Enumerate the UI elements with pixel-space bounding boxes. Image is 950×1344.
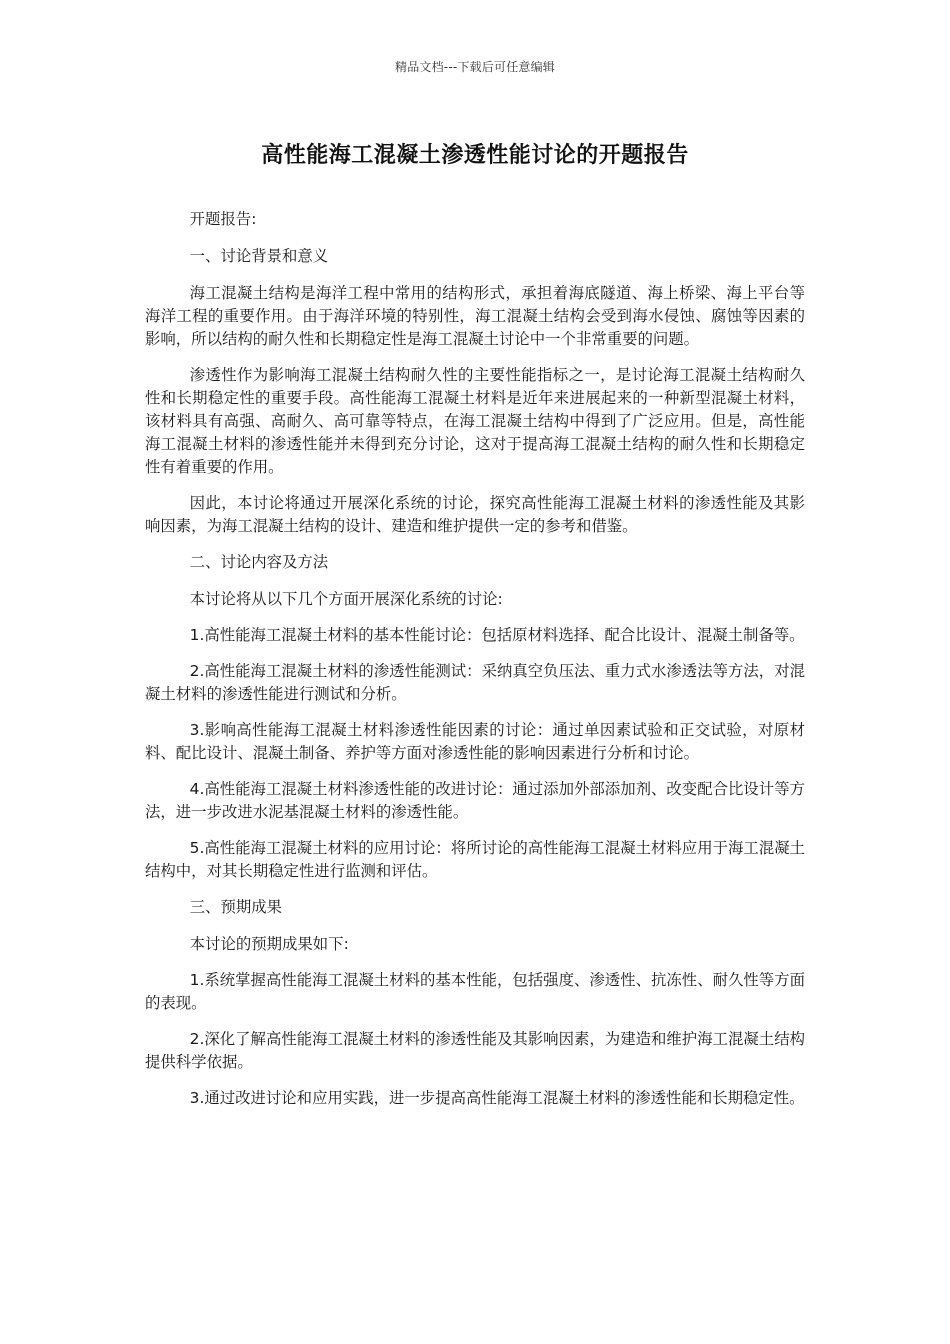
section-heading-outcomes: 三、预期成果 <box>189 898 283 916</box>
list-item-content-3: 3.影响高性能海工混凝土材料渗透性能因素的讨论：通过单因素试验和正交试验，对原材料、配比设计、混凝土制备、养护等方面对渗透性能的影响因素进行分析和讨论。 <box>145 721 805 762</box>
document-title: 高性能海工混凝土渗透性能讨论的开题报告 <box>261 143 689 168</box>
section-heading-background: 一、讨论背景和意义 <box>189 247 329 265</box>
list-item-content-1: 1.高性能海工混凝土材料的基本性能讨论：包括原材料选择、配合比设计、混凝土制备等。 <box>189 626 805 644</box>
paragraph-outcomes-intro: 本讨论的预期成果如下: <box>189 935 349 953</box>
paragraph-content-intro: 本讨论将从以下几个方面开展深化系统的讨论: <box>189 590 503 608</box>
paragraph-background-1: 海工混凝土结构是海洋工程中常用的结构形式，承担着海底隧道、海上桥梁、海上平台等海洋工程的重要作用。由于海洋环境的特别性，海工混凝土结构会受到海水侵蚀、腐蚀等因素的影响，所以结构的耐久性和长期稳定性是海工混凝土讨论中一个非常重要的问题。 <box>145 284 805 348</box>
document-body <box>145 208 805 1123</box>
section-heading-content: 二、讨论内容及方法 <box>189 553 329 571</box>
list-item-content-5: 5.高性能海工混凝土材料的应用讨论：将所讨论的高性能海工混凝土材料应用于海工混凝土结构中，对其长期稳定性进行监测和评估。 <box>145 839 805 880</box>
list-item-outcome-1: 1.系统掌握高性能海工混凝土材料的基本性能，包括强度、渗透性、抗冻性、耐久性等方面的表现。 <box>145 971 805 1012</box>
paragraph-intro-label: 开题报告: <box>189 210 257 228</box>
list-item-content-2: 2.高性能海工混凝土材料的渗透性能测试：采纳真空负压法、重力式水渗透法等方法，对混凝土材料的渗透性能进行测试和分析。 <box>145 662 805 703</box>
list-item-content-4: 4.高性能海工混凝土材料渗透性能的改进讨论：通过添加外部添加剂、改变配合比设计等方法，进一步改进水泥基混凝土材料的渗透性能。 <box>145 780 805 821</box>
paragraph-background-2: 渗透性作为影响海工混凝土结构耐久性的主要性能指标之一，是讨论海工混凝土结构耐久性和长期稳定性的重要手段。高性能海工混凝土材料是近年来进展起来的一种新型混凝土材料，该材料具有高强、高耐久、高可靠等特点，在海工混凝土结构中得到了广泛应用。但是，高性能海工混凝土材料的渗透性能并未得到充分讨论，这对于提高海工混凝土结构的耐久性和长期稳定性有着重要的作用。 <box>145 366 805 476</box>
header-note: 精品文档---下载后可任意编辑 <box>395 60 555 74</box>
paragraph-background-3: 因此，本讨论将通过开展深化系统的讨论，探究高性能海工混凝土材料的渗透性能及其影响因素，为海工混凝土结构的设计、建造和维护提供一定的参考和借鉴。 <box>145 494 805 535</box>
list-item-outcome-2: 2.深化了解高性能海工混凝土材料的渗透性能及其影响因素，为建造和维护海工混凝土结构提供科学依据。 <box>145 1030 805 1071</box>
list-item-outcome-3: 3.通过改进讨论和应用实践，进一步提高高性能海工混凝土材料的渗透性能和长期稳定性。 <box>189 1089 805 1107</box>
